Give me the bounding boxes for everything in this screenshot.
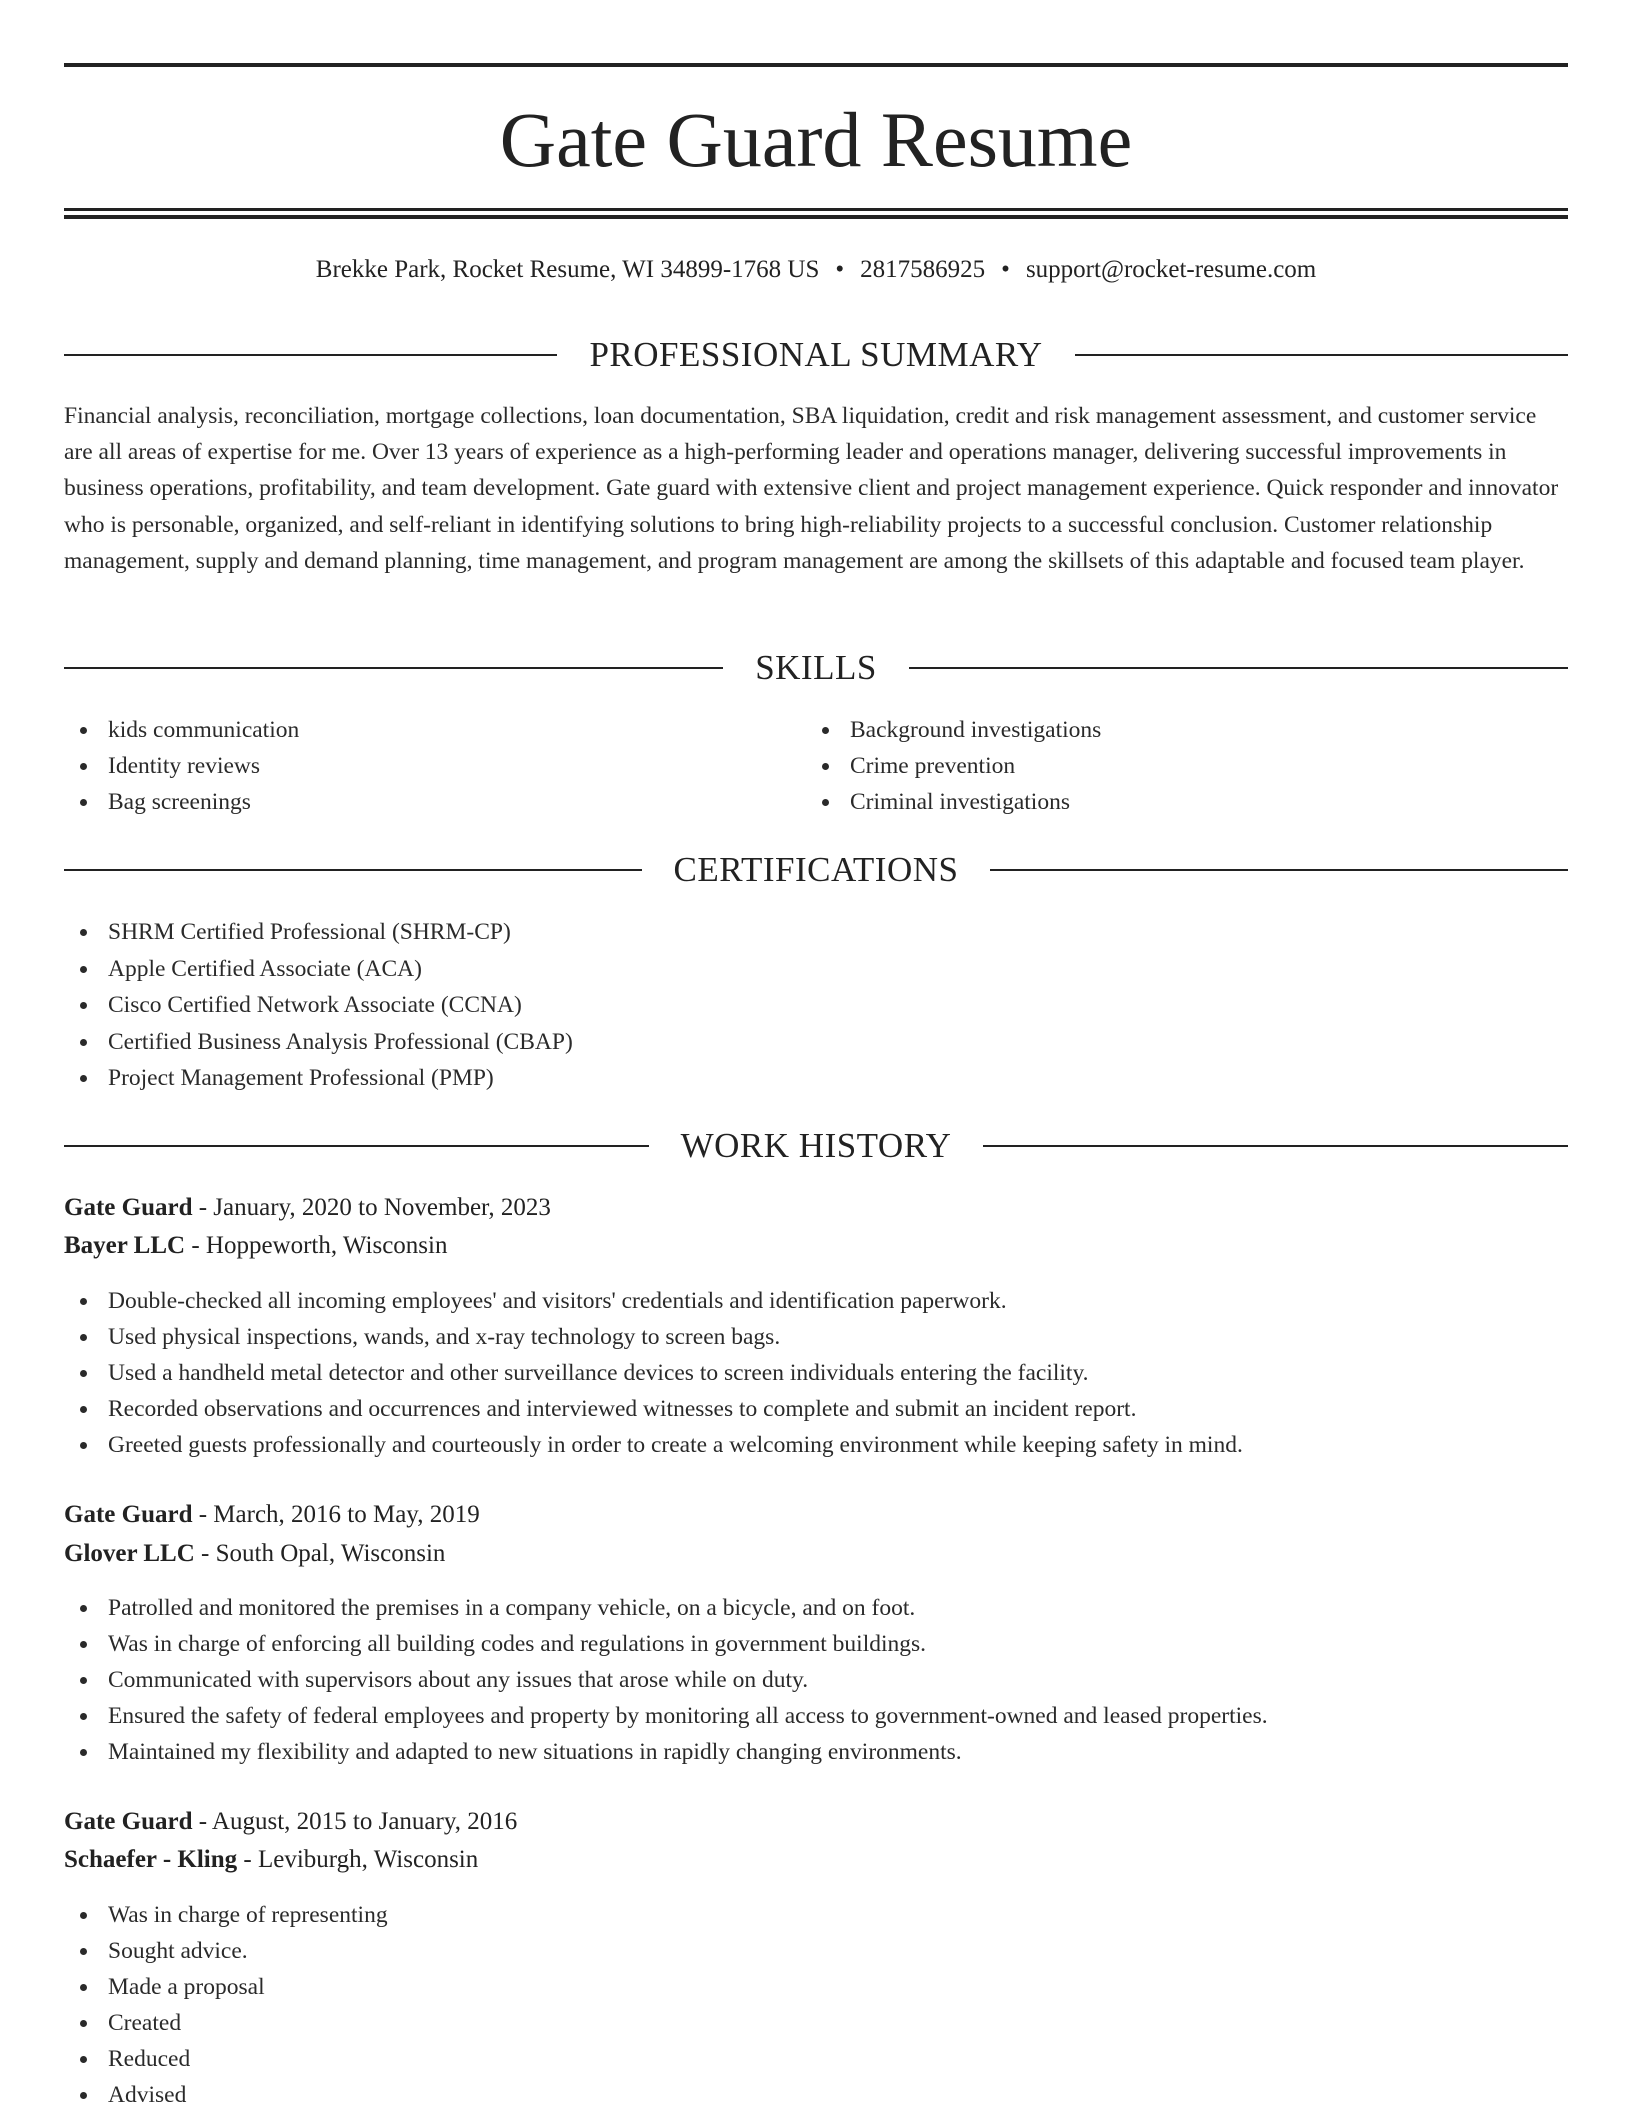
heading-rule [64, 667, 723, 669]
skill-item: Bag screenings [64, 784, 299, 820]
skill-item: Background investigations [806, 712, 1101, 748]
section-title: PROFESSIONAL SUMMARY [589, 335, 1043, 374]
page-title: Gate Guard Resume [499, 96, 1133, 183]
header-top-rule [64, 63, 1568, 67]
job-title: Gate Guard [64, 1501, 193, 1528]
contact-separator: • [835, 256, 845, 283]
contact-email: support@rocket-resume.com [1025, 256, 1317, 283]
section-heading-certifications [64, 848, 1568, 892]
job-company-line [64, 1535, 445, 1573]
heading-rule [983, 1145, 1568, 1147]
job-bullet: Maintained my flexibility and adapted to new situations in rapidly changing environments. [64, 1734, 1268, 1770]
job-bullet: Patrolled and monitored the premises in a company vehicle, on a bicycle, and on foot. [64, 1590, 1268, 1626]
job-company: Schaefer - Kling [64, 1846, 238, 1873]
job-bullet: Created [64, 2005, 388, 2041]
certification-item: Certified Business Analysis Professional (CBAP) [64, 1024, 573, 1061]
section-heading-work-history [64, 1124, 1568, 1168]
job-bullet: Double-checked all incoming employees' and visitors' credentials and identification paperwork. [64, 1283, 1243, 1319]
summary-text: Financial analysis, reconciliation, mortgage collections, loan documentation, SBA liquidation, credit and risk management assessment, and customer service are all areas of expertise for me. Over 13 years of experience as a high-performing leader and operations manager, delivering successful improvements in business operations, profitability, and team development. Gate guard with extensive client and project management experience. Quick responder and innovator who is personable, organized, and self-reliant in identifying solutions to bring high-reliability projects to a successful conclusion. Customer relationship management, supply and demand planning, time management, and program management are among the skillsets of this adaptable and focused team player. [64, 403, 1559, 574]
heading-rule [990, 869, 1568, 871]
contact-phone: 2817586925 [860, 256, 986, 283]
header-double-rule-lower [64, 215, 1568, 219]
section-title: CERTIFICATIONS [673, 850, 959, 889]
heading-rule [64, 354, 557, 356]
skills-list-right [806, 712, 1101, 820]
job-bullet: Reduced [64, 2041, 388, 2077]
heading-rule [64, 1145, 649, 1147]
certifications-list [64, 914, 573, 1097]
certification-item: Apple Certified Associate (ACA) [64, 951, 573, 988]
section-title: SKILLS [755, 648, 877, 687]
job-bullet: Advised [64, 2077, 388, 2113]
job-bullet: Ensured the safety of federal employees and property by monitoring all access to government-owned and leased properties. [64, 1698, 1268, 1734]
job-bullets [64, 1283, 1243, 1463]
certification-item: Project Management Professional (PMP) [64, 1060, 573, 1097]
skill-item: kids communication [64, 712, 299, 748]
job-bullet: Sought advice. [64, 1933, 388, 1969]
job-title-line [64, 1496, 480, 1534]
contact-separator: • [1001, 256, 1010, 283]
job-location: - Hoppeworth, Wisconsin [185, 1232, 448, 1259]
job-bullets [64, 1897, 388, 2113]
job-location: - Leviburgh, Wisconsin [237, 1846, 479, 1873]
job-bullet: Recorded observations and occurrences and interviewed witnesses to complete and submit an incident report. [64, 1391, 1243, 1427]
job-bullet: Was in charge of enforcing all building codes and regulations in government buildings. [64, 1626, 1268, 1662]
contact-line [64, 252, 1568, 288]
job-company-line [64, 1841, 478, 1879]
skill-item: Criminal investigations [806, 784, 1101, 820]
section-heading-summary [64, 333, 1568, 377]
job-title: Gate Guard [64, 1194, 193, 1221]
heading-rule [909, 667, 1568, 669]
job-location: - South Opal, Wisconsin [194, 1540, 446, 1567]
job-title: Gate Guard [64, 1808, 193, 1835]
skill-item: Crime prevention [806, 748, 1101, 784]
job-title-line [64, 1189, 551, 1227]
job-bullet: Greeted guests professionally and courteously in order to create a welcoming environment while keeping safety in mind. [64, 1427, 1243, 1463]
job-bullet: Was in charge of representing [64, 1897, 388, 1933]
job-bullet: Made a proposal [64, 1969, 388, 2005]
job-dates: - March, 2016 to May, 2019 [192, 1501, 480, 1528]
header-double-rule-upper [64, 208, 1568, 211]
job-company: Glover LLC [64, 1540, 195, 1567]
contact-address: Brekke Park, Rocket Resume, WI 34899-1768 US [315, 256, 820, 283]
section-heading-skills [64, 646, 1568, 690]
job-bullet: Used physical inspections, wands, and x-ray technology to screen bags. [64, 1319, 1243, 1355]
job-title-line [64, 1803, 517, 1841]
job-dates: - August, 2015 to January, 2016 [192, 1808, 518, 1835]
heading-rule [1075, 354, 1568, 356]
job-company-line [64, 1227, 447, 1265]
job-bullet: Communicated with supervisors about any issues that arose while on duty. [64, 1662, 1268, 1698]
skill-item: Identity reviews [64, 748, 299, 784]
job-bullet: Used a handheld metal detector and other surveillance devices to screen individuals entering the facility. [64, 1355, 1243, 1391]
job-company: Bayer LLC [64, 1232, 186, 1259]
certification-item: SHRM Certified Professional (SHRM-CP) [64, 914, 573, 951]
job-dates: - January, 2020 to November, 2023 [192, 1194, 551, 1221]
section-title: WORK HISTORY [680, 1126, 952, 1165]
skills-list-left [64, 712, 299, 820]
job-bullets [64, 1590, 1268, 1770]
certification-item: Cisco Certified Network Associate (CCNA) [64, 987, 573, 1024]
heading-rule [64, 869, 642, 871]
